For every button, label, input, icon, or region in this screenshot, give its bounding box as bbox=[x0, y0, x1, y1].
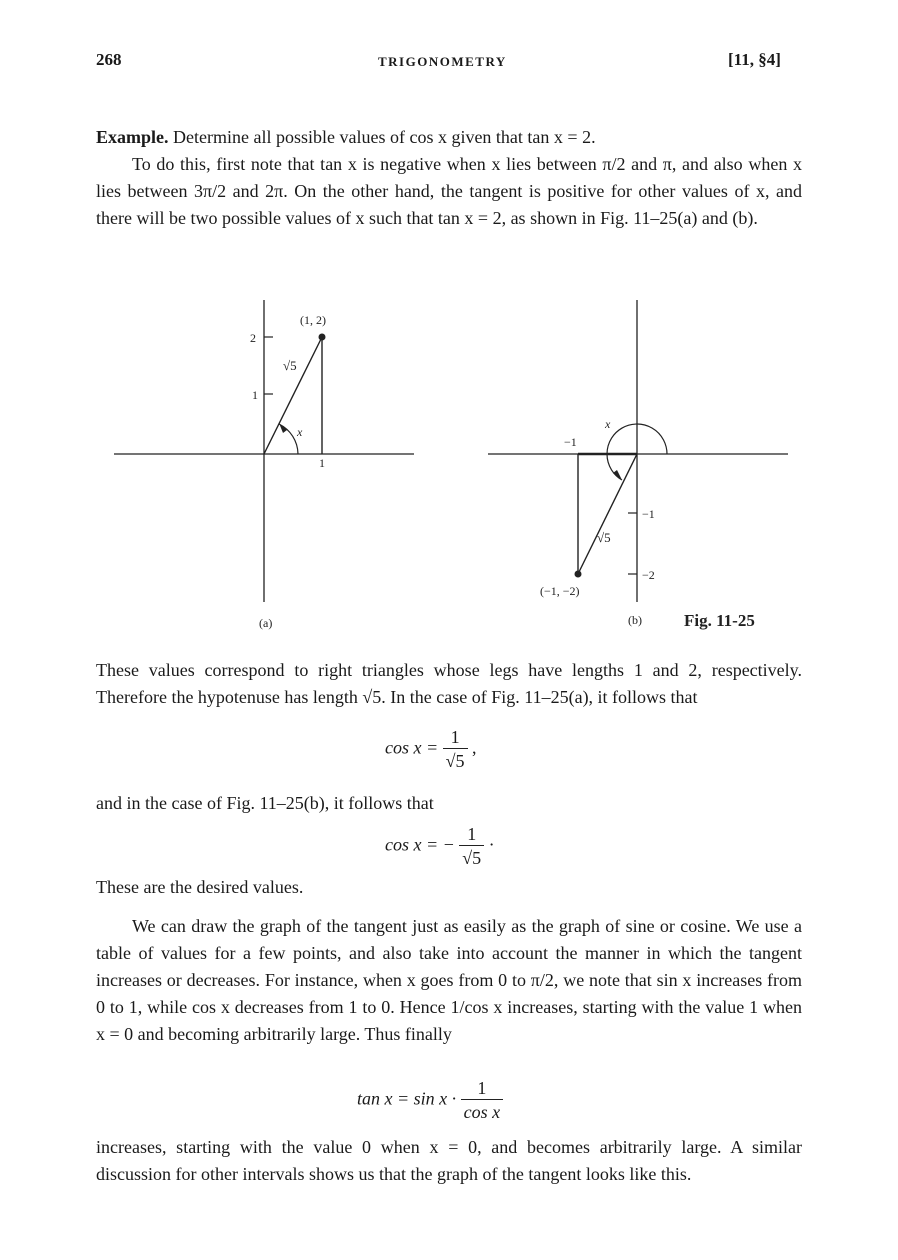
b-tick-label-m1y: −1 bbox=[642, 507, 655, 521]
eq1-fraction bbox=[443, 726, 468, 773]
body-paragraph-4: These are the desired values. bbox=[96, 877, 304, 897]
figure-panel-b bbox=[488, 300, 788, 627]
eq2-denominator: √5 bbox=[462, 848, 482, 868]
eq2-tail: · bbox=[488, 834, 495, 855]
figure-panel-a bbox=[114, 300, 414, 630]
equation-tan bbox=[357, 1077, 503, 1124]
body-paragraph-2: These values correspond to right triangles whose legs have lengths 1 and 2, respectively. Therefore the hypotenuse has length √5. In the case of Fig. 11–25(a), it follows that bbox=[96, 660, 802, 707]
eq3-denominator: cos x bbox=[463, 1102, 501, 1122]
b-angle-arrowhead bbox=[613, 470, 622, 480]
a-point bbox=[319, 334, 326, 341]
b-hypotenuse bbox=[578, 454, 637, 574]
b-tick-label-m1x: −1 bbox=[564, 435, 577, 449]
eq3-lhs: tan x = sin x · bbox=[357, 1088, 457, 1109]
eq2-numerator: 1 bbox=[459, 823, 484, 846]
section-reference: [11, §4] bbox=[728, 50, 781, 69]
running-title: TRIGONOMETRY bbox=[378, 54, 507, 69]
example-label: Example. bbox=[96, 127, 169, 147]
equation-cos-b bbox=[385, 823, 495, 870]
eq3-fraction bbox=[461, 1077, 503, 1124]
b-panel-label: (b) bbox=[628, 613, 642, 627]
page-number: 268 bbox=[96, 50, 122, 69]
body-paragraph-6: increases, starting with the value 0 when x = 0, and becomes arbitrarily large. A similar discussion for other intervals shows us that the graph of the tangent looks like this. bbox=[96, 1137, 802, 1184]
a-tick-label-1y: 1 bbox=[252, 388, 258, 402]
b-point bbox=[575, 571, 582, 578]
example-block bbox=[96, 124, 802, 232]
figure-caption: Fig. 11-25 bbox=[684, 611, 755, 630]
eq2-lhs: cos x = − bbox=[385, 834, 455, 855]
eq1-numerator: 1 bbox=[443, 726, 468, 749]
b-point-label: (−1, −2) bbox=[540, 584, 580, 598]
figure-11-25 bbox=[0, 290, 898, 640]
b-hypotenuse-label: √5 bbox=[597, 530, 611, 545]
eq1-lhs: cos x = bbox=[385, 737, 439, 758]
body-paragraph-5: We can draw the graph of the tangent just as easily as the graph of sine or cosine. We use a table of values for a few points, and also take into account the manner in which the tangent increases or decreases. For instance, when x goes from 0 to π/2, we note that sin x increases from 0 to 1, while cos x decreases from 1 to 0. Hence 1/cos x increases, starting with the value 1 when x = 0 and becoming arbitrarily large. Thus finally bbox=[96, 916, 802, 1044]
equation-cos-a bbox=[385, 726, 477, 773]
a-angle-label: x bbox=[297, 425, 303, 439]
eq3-numerator: 1 bbox=[461, 1077, 503, 1100]
a-tick-label-1x: 1 bbox=[319, 456, 325, 470]
a-panel-label: (a) bbox=[259, 616, 273, 630]
a-point-label: (1, 2) bbox=[300, 313, 326, 327]
a-tick-label-2: 2 bbox=[250, 331, 256, 345]
eq2-fraction bbox=[459, 823, 484, 870]
eq1-denominator: √5 bbox=[445, 751, 465, 771]
b-tick-label-m2y: −2 bbox=[642, 568, 655, 582]
eq1-tail: , bbox=[472, 737, 477, 758]
example-intro: To do this, first note that tan x is negative when x lies between π/2 and π, and also when x lies between 3π/2 and 2π. On the other hand, the tangent is positive for other values of x, and there will be two possible values of x such that tan x = 2, as shown in Fig. 11–25(a) and (b). bbox=[96, 154, 802, 228]
a-hypotenuse-label: √5 bbox=[283, 358, 297, 373]
b-angle-label: x bbox=[605, 417, 611, 431]
example-statement: Determine all possible values of cos x given that tan x = 2. bbox=[173, 127, 596, 147]
body-paragraph-3: and in the case of Fig. 11–25(b), it follows that bbox=[96, 793, 434, 813]
